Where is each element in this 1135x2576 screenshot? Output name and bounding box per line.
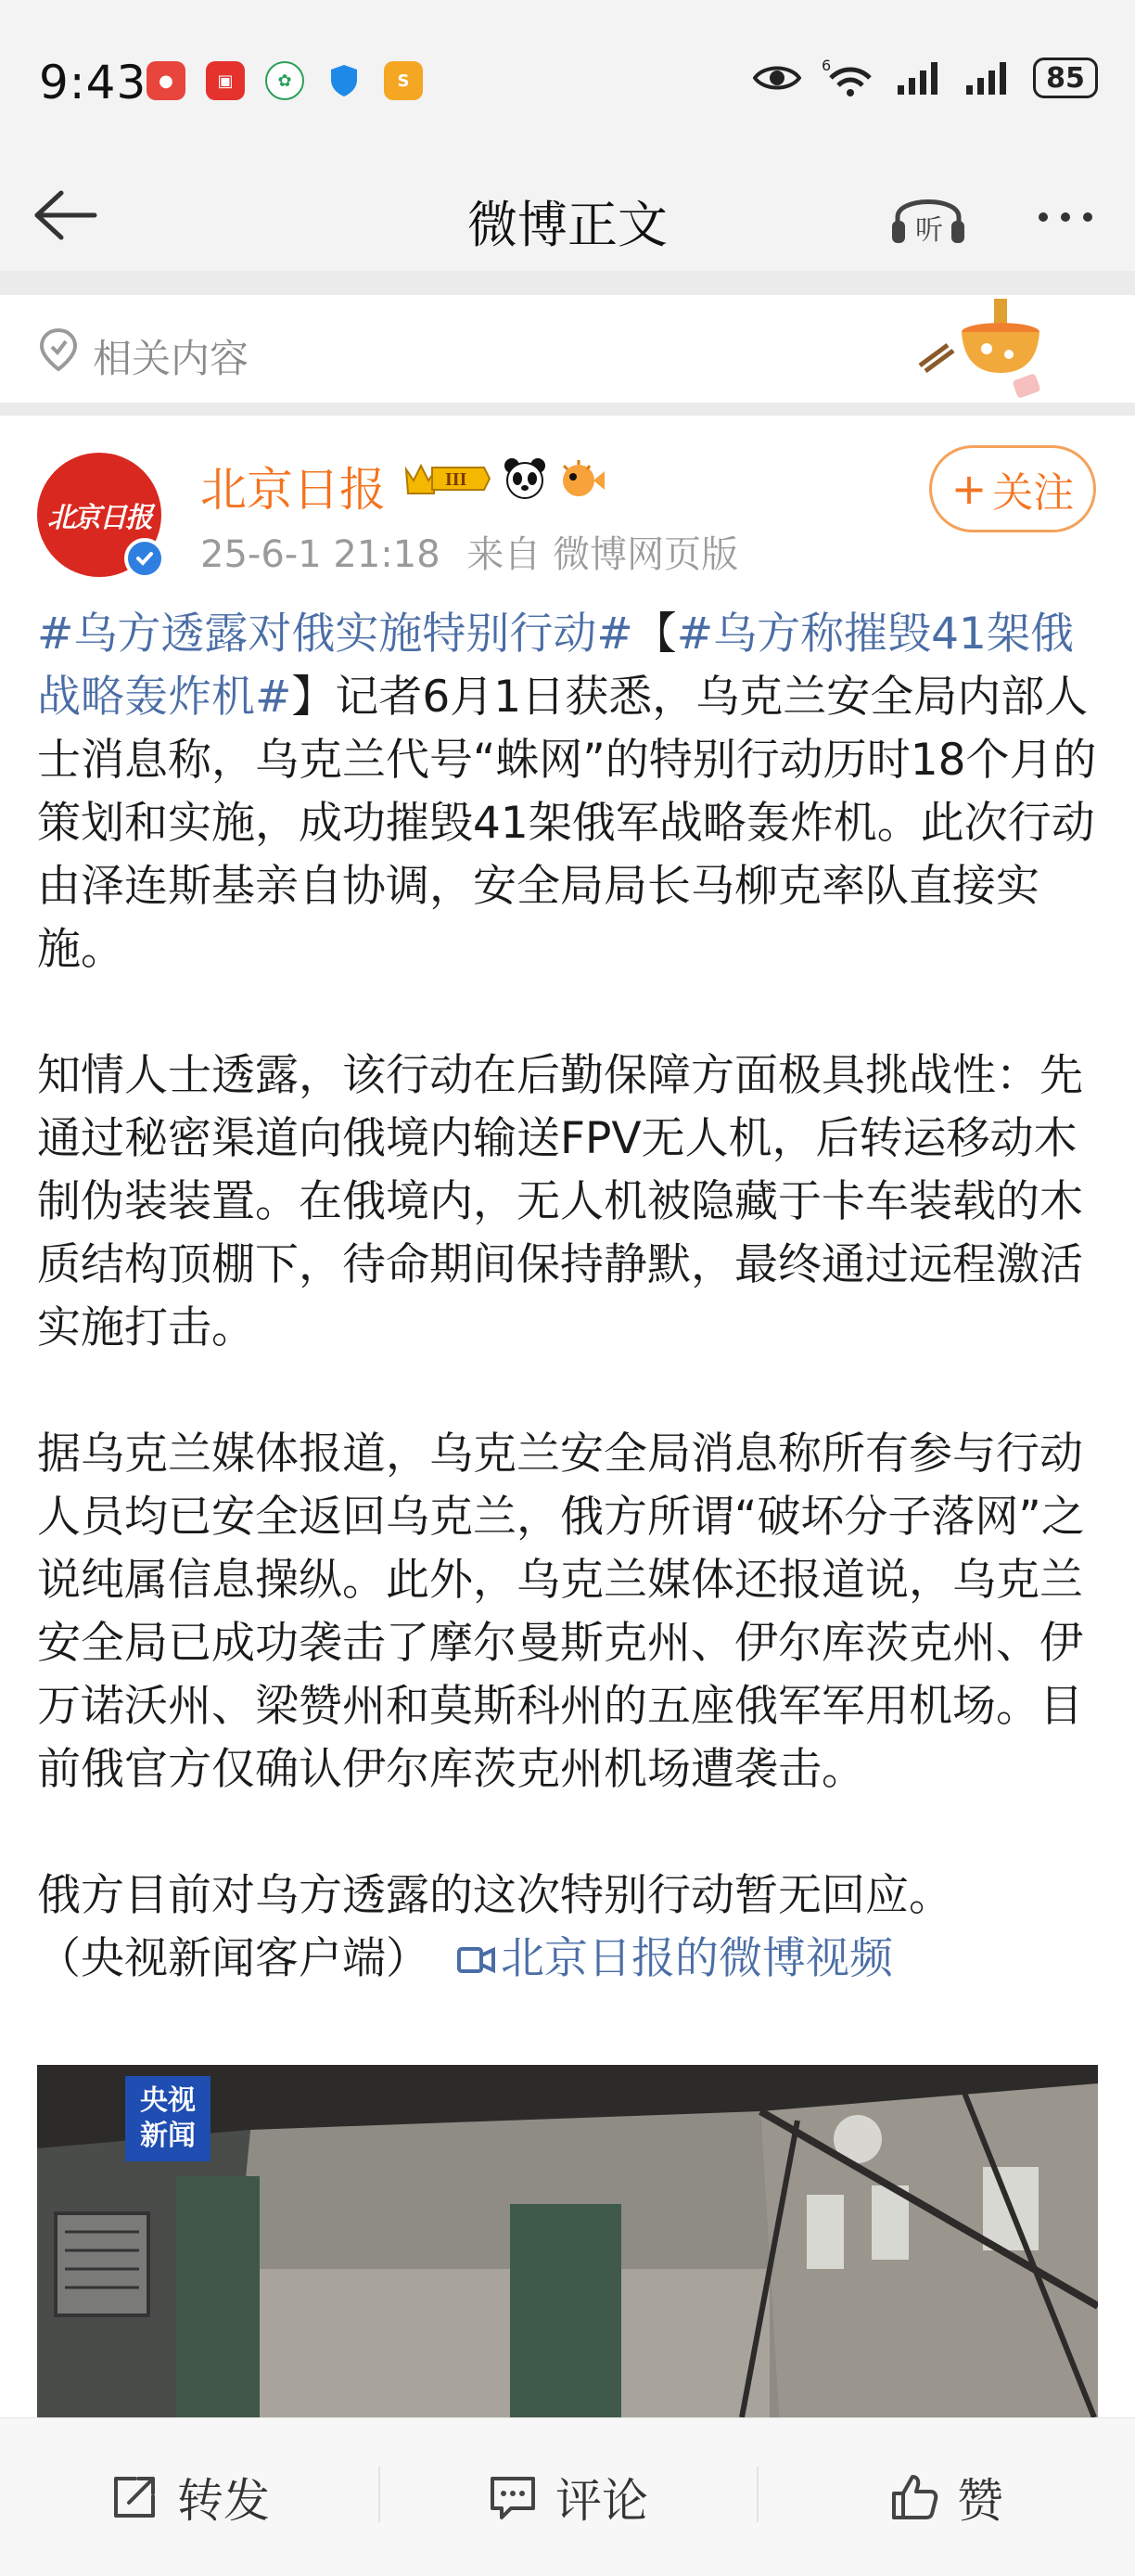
author-badges <box>402 456 606 501</box>
post-paragraph: 知情人士透露，该行动在后勤保障方面极具挑战性：先通过秘密渠道向俄境内输送FPV无人机，后转运移动木制伪装装置。在俄境内，无人机被隐藏于卡车装载的木质结构顶棚下，待命期间保持静默，最终通过远程激活实施打击。 <box>37 1050 1083 1353</box>
leaf-app-icon: ✿ <box>265 61 304 100</box>
headphones-icon <box>886 180 970 254</box>
listen-button[interactable] <box>886 180 970 254</box>
hotpot-sticker-icon <box>912 295 1052 403</box>
related-content-bar[interactable] <box>0 295 1135 403</box>
follow-button[interactable] <box>929 445 1096 532</box>
signal-icon <box>896 59 944 96</box>
video-link[interactable] <box>443 1933 893 1984</box>
author-name[interactable]: 北京日报 <box>200 463 386 517</box>
pufferfish-icon <box>558 456 606 501</box>
eye-icon <box>753 62 801 94</box>
listen-label: 听 <box>915 215 943 246</box>
level-badge-text: III <box>445 469 467 490</box>
post-source: 来自 微博网页版 <box>466 533 739 576</box>
post-content <box>37 603 1103 1991</box>
video-link-label: 北京日报的微博视频 <box>500 1933 893 1984</box>
nav-bar <box>0 158 1135 271</box>
video-icon <box>456 1943 497 1977</box>
comment-icon <box>487 2471 539 2523</box>
logo-line: 央视 <box>140 2084 196 2117</box>
app-notification-icon: ● <box>147 61 185 100</box>
hashtag-link[interactable]: #乌方透露对俄实施特别行动# <box>37 609 633 660</box>
shield-icon <box>325 61 363 100</box>
post-timestamp: 25-6-1 21:18 <box>200 533 440 576</box>
bracket-text: 【 <box>632 609 677 660</box>
hashtag-link[interactable]: #乌方称摧毁41架俄战略轰炸机# <box>37 609 1074 723</box>
share-icon <box>108 2471 160 2523</box>
bracket-text: 】 <box>291 672 336 723</box>
status-time: 9:43 <box>39 56 147 109</box>
comment-button[interactable] <box>378 2418 757 2576</box>
comment-label: 评论 <box>555 2474 648 2528</box>
plus-icon: + <box>950 464 988 514</box>
repost-button[interactable] <box>0 2418 378 2576</box>
app-notification-icon: S <box>384 61 423 100</box>
status-bar <box>0 0 1135 158</box>
wifi-icon <box>822 58 875 98</box>
page-title: 微博正文 <box>467 196 668 254</box>
battery-indicator: 85 <box>1033 58 1098 98</box>
post-meta <box>200 525 738 578</box>
like-label: 赞 <box>957 2474 1003 2528</box>
status-notification-icons <box>147 61 423 100</box>
related-content-label: 相关内容 <box>93 336 249 381</box>
crown-level-badge-icon <box>402 456 491 501</box>
signal-icon <box>964 59 1013 96</box>
panda-icon <box>503 456 547 501</box>
repost-label: 转发 <box>177 2474 270 2528</box>
cctv-news-logo <box>125 2076 210 2161</box>
verified-badge-icon <box>124 538 165 579</box>
source-note: （央视新闻客户端） <box>37 1933 429 1984</box>
more-dot-icon <box>1039 212 1048 222</box>
post-paragraph <box>37 603 1103 981</box>
more-options-button[interactable] <box>1024 180 1107 254</box>
post-paragraph <box>37 1865 1103 1991</box>
logo-line: 新闻 <box>140 2120 196 2152</box>
paragraph-text: 俄方目前对乌方透露的这次特别行动暂无回应。 <box>37 1870 952 1921</box>
more-dot-icon <box>1083 212 1092 222</box>
avatar-logo-text: 北京日报 <box>47 502 151 534</box>
location-pin-icon <box>37 327 80 373</box>
section-divider <box>0 271 1135 295</box>
more-dot-icon <box>1061 212 1070 222</box>
thumbs-up-icon <box>888 2471 940 2523</box>
huawei-mall-icon: ▣ <box>206 61 245 100</box>
like-button[interactable] <box>757 2418 1135 2576</box>
section-divider <box>0 403 1135 416</box>
follow-label: 关注 <box>992 469 1075 517</box>
network-type: 6 <box>822 58 832 74</box>
post-paragraph: 据乌克兰媒体报道，乌克兰安全局消息称所有参与行动人员均已安全返回乌克兰，俄方所谓“破坏分子落网”之说纯属信息操纵。此外，乌克兰媒体还报道说，乌克兰安全局已成功袭击了摩尔曼斯克州、伊尔库茨克州、伊万诺沃州、梁赞州和莫斯科州的五座俄军军用机场。目前俄官方仅确认伊尔库茨克州机场遭袭击。 <box>37 1429 1085 1795</box>
paragraph-text: 记者6月1日获悉，乌克兰安全局内部人士消息称，乌克兰代号“蛛网”的特别行动历时18个月的策划和实施，成功摧毁41架俄军战略轰炸机。此次行动由泽连斯基亲自协调，安全局局长马柳克率队直接实施。 <box>37 672 1097 975</box>
bottom-action-bar <box>0 2417 1135 2576</box>
video-player[interactable] <box>37 2065 1098 2417</box>
status-right-icons <box>753 58 1098 98</box>
